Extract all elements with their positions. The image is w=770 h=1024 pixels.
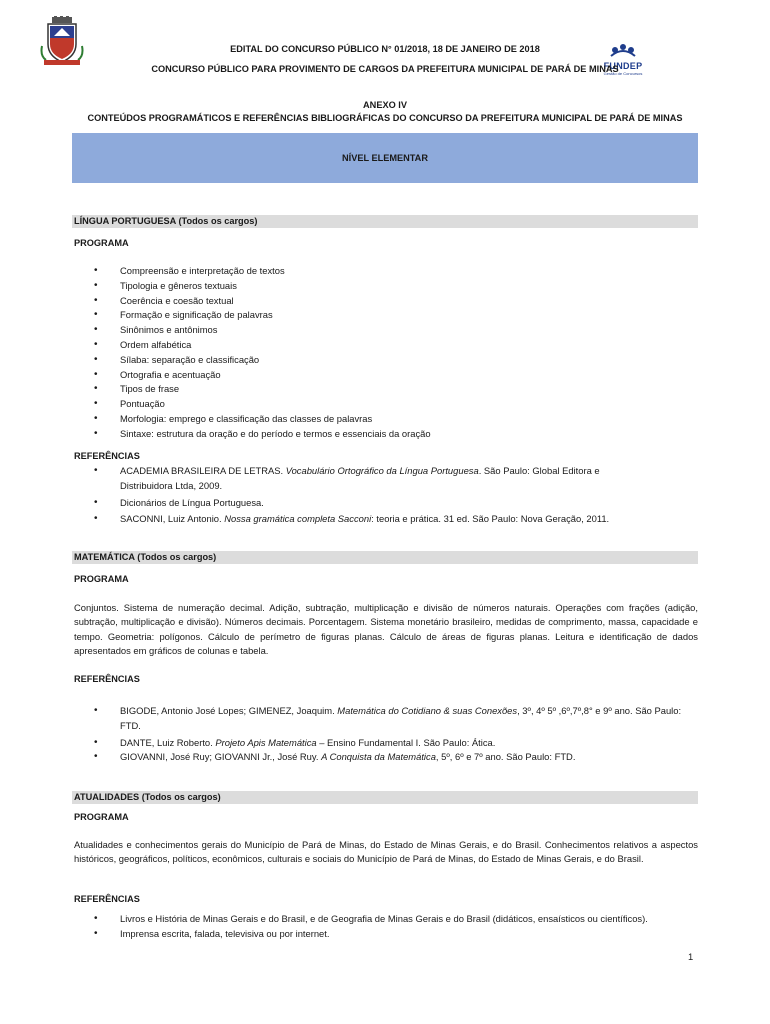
programa-label-portugues: PROGRAMA xyxy=(74,238,129,248)
edital-title: EDITAL DO CONCURSO PÚBLICO N° 01/2018, 18 DE JANEIRO DE 2018 xyxy=(230,44,540,54)
programa-label-matematica: PROGRAMA xyxy=(74,574,129,584)
list-item: • Formação e significação de palavras xyxy=(94,308,704,323)
list-item: • Tipologia e gêneros textuais xyxy=(94,279,704,294)
programa-text-atualidades: Atualidades e conhecimentos gerais do Município de Pará de Minas, do Estado de Minas Gerais, e do Brasil. Conhecimentos relativos a aspectos históricos, geográficos, políticos, econômicos, culturais e sociais do Município de Pará de Minas, do Estado de Minas Gerais, e do Brasil. xyxy=(74,839,698,865)
section-title-atualidades: ATUALIDADES (Todos os cargos) xyxy=(72,791,698,804)
fundep-logo-subtext: Gestão de Concursos xyxy=(603,71,643,76)
section-title-matematica: MATEMÁTICA (Todos os cargos) xyxy=(72,551,698,564)
reference-item: • Livros e História de Minas Gerais e do Brasil, e de Geografia de Minas Gerais e do Brasil (didáticos, ensaísticos ou científicos). xyxy=(94,912,704,927)
list-item: • Coerência e coesão textual xyxy=(94,294,704,309)
programa-text-matematica: Conjuntos. Sistema de numeração decimal. Adição, subtração, multiplicação e divisão de números naturais. Operações com frações (adição, subtração, multiplicação e divisão). Números decimais. Porcentagem. Sistema monetário brasileiro, medidas de comprimento, massa, capacidade e tempo. Geometria: polígonos. Cálculo de perímetro de figuras planas. Cálculo de áreas de figuras planas. Leitura e identificação de dados apresentados em gráficos de colunas e tabela. xyxy=(74,602,698,657)
list-item: • Compreensão e interpretação de textos xyxy=(94,264,704,279)
list-item: • Ordem alfabética xyxy=(94,338,704,353)
programa-list-portugues xyxy=(94,264,704,442)
concurso-title: CONCURSO PÚBLICO PARA PROVIMENTO DE CARGOS DA PREFEITURA MUNICIPAL DE PARÁ DE MINAS xyxy=(151,64,619,74)
reference-item: • Dicionários de Língua Portuguesa. xyxy=(94,496,654,511)
annex-subtitle: CONTEÚDOS PROGRAMÁTICOS E REFERÊNCIAS BIBLIOGRÁFICAS DO CONCURSO DA PREFEITURA MUNICIPAL DE PARÁ DE MINAS xyxy=(87,113,683,123)
list-item: • Pontuação xyxy=(94,397,704,412)
annex-title: ANEXO IV xyxy=(363,100,407,110)
reference-item: • SACONNI, Luiz Antonio. Nossa gramática completa Sacconi: teoria e prática. 31 ed. São Paulo: Nova Geração, 2011. xyxy=(94,512,654,527)
list-item: • Sintaxe: estrutura da oração e do período e termos e essenciais da oração xyxy=(94,427,704,442)
reference-item: • ACADEMIA BRASILEIRA DE LETRAS. Vocabulário Ortográfico da Língua Portuguesa. São Paulo: Global Editora e Distribuidora Ltda, 2009. xyxy=(94,464,654,494)
referencias-label-portugues: REFERÊNCIAS xyxy=(74,451,140,461)
list-item: • Sílaba: separação e classificação xyxy=(94,353,704,368)
referencias-label-matematica: REFERÊNCIAS xyxy=(74,674,140,684)
level-band: NÍVEL ELEMENTAR xyxy=(72,133,698,183)
referencias-label-atualidades: REFERÊNCIAS xyxy=(74,894,140,904)
referencias-list-portugues xyxy=(94,464,654,527)
list-item: • Morfologia: emprego e classificação das classes de palavras xyxy=(94,412,704,427)
list-item: • Tipos de frase xyxy=(94,382,704,397)
page-number: 1 xyxy=(688,951,694,962)
municipal-crest-logo xyxy=(40,16,84,66)
reference-item: • BIGODE, Antonio José Lopes; GIMENEZ, Joaquim. Matemática do Cotidiano & suas Conexões, 3º, 4º 5º ,6º,7º,8° e 9º ano. São Paulo: FTD. xyxy=(94,704,704,734)
list-item: • Sinônimos e antônimos xyxy=(94,323,704,338)
reference-item: • DANTE, Luiz Roberto. Projeto Apis Matemática – Ensino Fundamental I. São Paulo: Ática. xyxy=(94,736,704,751)
programa-label-atualidades: PROGRAMA xyxy=(74,812,129,822)
list-item: • Ortografia e acentuação xyxy=(94,368,704,383)
reference-item: • Imprensa escrita, falada, televisiva ou por internet. xyxy=(94,927,704,942)
referencias-list-atualidades xyxy=(94,912,704,942)
section-title-portugues: LÍNGUA PORTUGUESA (Todos os cargos) xyxy=(72,215,698,228)
referencias-list-matematica xyxy=(94,704,704,765)
reference-item: • GIOVANNI, José Ruy; GIOVANNI Jr., José Ruy. A Conquista da Matemática, 5º, 6º e 7º ano. São Paulo: FTD. xyxy=(94,750,704,765)
fundep-logo-text: FUNDEP xyxy=(603,61,643,71)
